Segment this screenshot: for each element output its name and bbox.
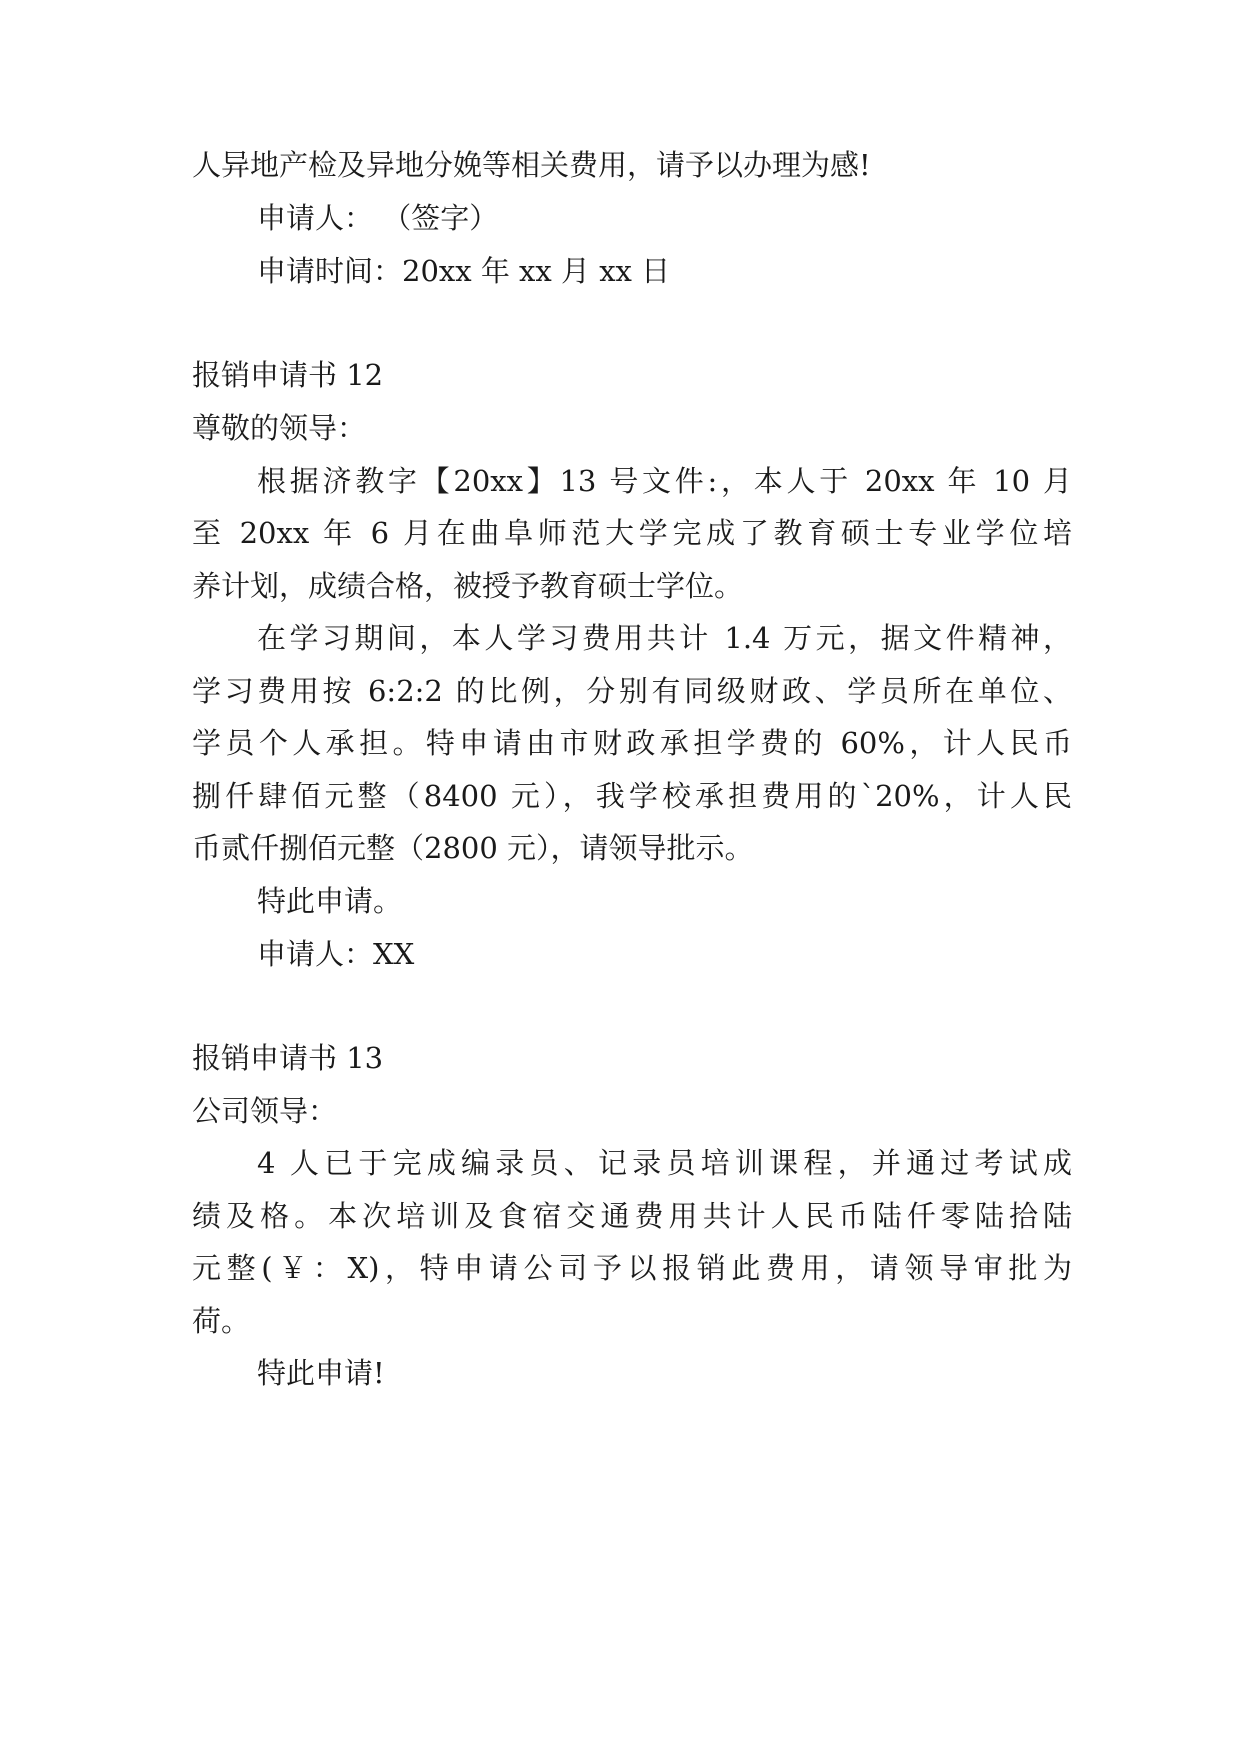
letter-12-applicant: 申请人：XX <box>257 937 415 971</box>
letter-12-para1-line: 根据济教字【20xx】13 号文件:，本人于 20xx 年 10 月 <box>257 464 1072 498</box>
letter-13-para1-line: 4 人已于完成编录员、记录员培训课程，并通过考试成 <box>257 1146 1072 1180</box>
letter-12-para1-line: 养计划，成绩合格，被授予教育硕士学位。 <box>192 569 744 603</box>
letter-12-para2-line: 在学习期间，本人学习费用共计 1.4 万元，据文件精神， <box>257 621 1072 655</box>
letter-13-para1-line: 元整(￥：X)，特申请公司予以报销此费用，请领导审批为 <box>192 1251 1072 1285</box>
letter-12-closing: 特此申请。 <box>257 884 403 918</box>
letter-12-para1-line: 至 20xx 年 6 月在曲阜师范大学完成了教育硕士专业学位培 <box>192 516 1072 550</box>
letter-13-salutation: 公司领导： <box>192 1094 338 1128</box>
prev-letter-date: 申请时间：20xx 年 xx 月 xx 日 <box>257 254 671 288</box>
letter-13-closing: 特此申请! <box>257 1356 385 1390</box>
letter-13-para1-line: 绩及格。本次培训及食宿交通费用共计人民币陆仟零陆拾陆 <box>192 1199 1072 1233</box>
prev-letter-applicant: 申请人： （签字） <box>257 201 499 235</box>
letter-12-para2-line: 捌仟肆佰元整（8400 元），我学校承担费用的`20%，计人民 <box>192 779 1072 813</box>
letter-12-para2-line: 学习费用按 6:2:2 的比例，分别有同级财政、学员所在单位、 <box>192 674 1072 708</box>
letter-13-para1-line: 荷。 <box>192 1304 251 1338</box>
letter-12-heading: 报销申请书 12 <box>192 358 384 392</box>
letter-12-salutation: 尊敬的领导： <box>192 411 367 445</box>
prev-letter-closing-line: 人异地产检及异地分娩等相关费用，请予以办理为感! <box>192 148 871 182</box>
letter-13-heading: 报销申请书 13 <box>192 1041 384 1075</box>
letter-12-para2-line: 学员个人承担。特申请由市财政承担学费的 60%，计人民币 <box>192 726 1072 760</box>
letter-12-para2-line: 币贰仟捌佰元整（2800 元），请领导批示。 <box>192 831 754 865</box>
